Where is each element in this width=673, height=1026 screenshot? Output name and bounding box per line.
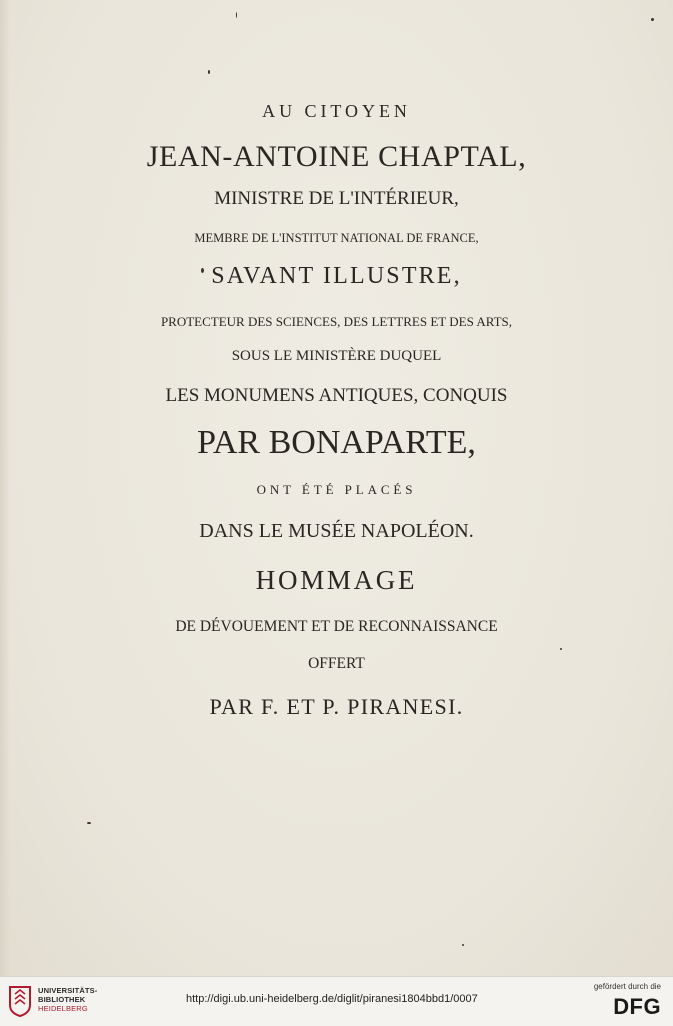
library-name-line: BIBLIOTHEK xyxy=(38,995,86,1004)
dedication-line: AU CITOYEN xyxy=(262,101,411,121)
dedication-line: MEMBRE DE L'INSTITUT NATIONAL DE FRANCE, xyxy=(194,231,479,245)
dedication-heading: HOMMAGE xyxy=(255,565,418,595)
library-name-line: UNIVERSITÄTS- xyxy=(38,986,98,995)
dedicatee-name: JEAN-ANTOINE CHAPTAL, xyxy=(146,140,527,173)
dedication-line: DE DÉVOUEMENT ET DE RECONNAISSANCE xyxy=(175,618,498,635)
paper-speck xyxy=(560,648,562,650)
paper-speck xyxy=(87,822,91,824)
dedication-line: OFFERT xyxy=(308,655,365,672)
library-name[interactable] xyxy=(38,986,97,1013)
dedication-line: LES MONUMENS ANTIQUES, CONQUIS xyxy=(165,385,508,406)
dedication-line: SOUS LE MINISTÈRE DUQUEL xyxy=(231,348,442,364)
dedication-line: SAVANT ILLUSTRE, xyxy=(211,263,462,289)
funding-note: gefördert durch die xyxy=(593,982,661,991)
dedication-signature: PAR F. ET P. PIRANESI. xyxy=(209,694,464,719)
dfg-logo[interactable]: DFG xyxy=(613,994,661,1019)
viewer-footer xyxy=(0,976,673,1026)
paper-speck xyxy=(651,18,654,21)
permalink-url[interactable]: http://digi.ub.uni-heidelberg.de/diglit/piranesi1804bbd1/0007 xyxy=(186,993,478,1005)
dedication-line: ONT ÉTÉ PLACÉS xyxy=(256,482,417,497)
dedication-line: DANS LE MUSÉE NAPOLÉON. xyxy=(199,520,474,542)
paper-speck xyxy=(208,70,210,74)
university-seal-icon[interactable] xyxy=(8,985,32,1017)
dedication-heading: PAR BONAPARTE, xyxy=(197,424,476,461)
paper-speck xyxy=(236,12,237,18)
dedication-line: MINISTRE DE L'INTÉRIEUR, xyxy=(214,188,459,209)
paper-speck xyxy=(462,944,464,946)
dedication-line: PROTECTEUR DES SCIENCES, DES LETTRES ET DES ARTS, xyxy=(160,314,513,329)
library-name-line: HEIDELBERG xyxy=(38,1004,88,1013)
